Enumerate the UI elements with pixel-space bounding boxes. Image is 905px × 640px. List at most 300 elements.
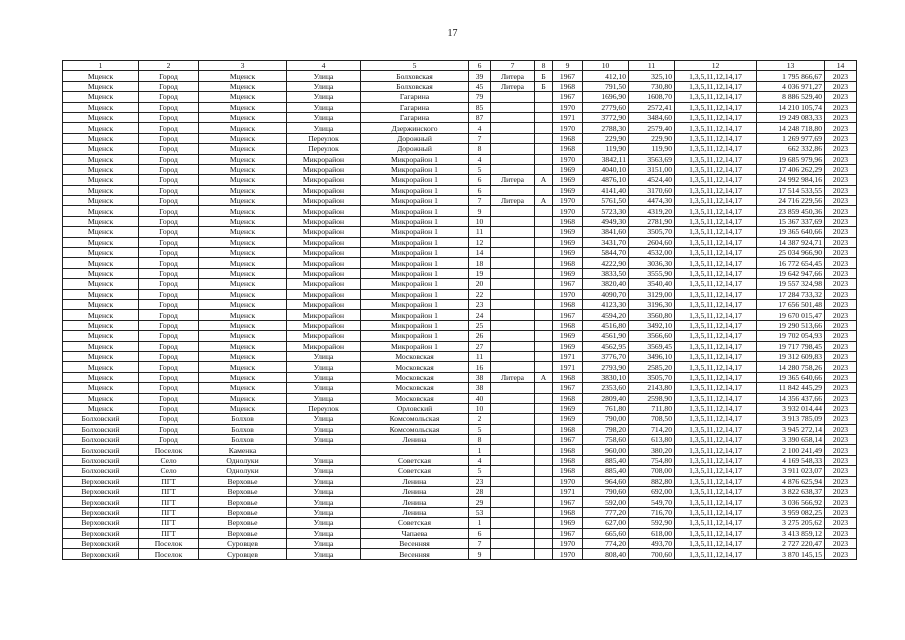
table-row <box>63 424 857 434</box>
cell-year: 1970 <box>553 102 583 112</box>
cell-letter-label <box>491 528 535 538</box>
cell-street-type: Микрорайон <box>287 258 361 268</box>
cell-settlement-type: Город <box>139 248 199 258</box>
cell-work-codes: 1,3,5,11,12,14,17 <box>675 435 757 445</box>
cell-letter-label <box>491 362 535 372</box>
cell-district: Верховский <box>63 507 139 517</box>
cell-letter <box>535 144 553 154</box>
cell-street-name: Весенняя <box>361 549 469 559</box>
cell-year: 1967 <box>553 497 583 507</box>
cell-street-type: Микрорайон <box>287 164 361 174</box>
cell-letter <box>535 102 553 112</box>
column-header: 12 <box>675 61 757 71</box>
cell-cost: 25 034 966,90 <box>757 248 825 258</box>
cell-letter-label <box>491 299 535 309</box>
cell-district: Мценск <box>63 351 139 361</box>
cell-settlement-type: Село <box>139 466 199 476</box>
cell-plan-year: 2023 <box>825 403 857 413</box>
cell-letter-label: Литера <box>491 81 535 91</box>
cell-street-name: Ленина <box>361 476 469 486</box>
cell-settlement-type: Город <box>139 164 199 174</box>
cell-street-type: Улица <box>287 414 361 424</box>
cell-house-number: 85 <box>469 102 491 112</box>
cell-street-type: Микрорайон <box>287 320 361 330</box>
cell-street-name: Болховская <box>361 81 469 91</box>
cell-work-codes: 1,3,5,11,12,14,17 <box>675 455 757 465</box>
cell-year: 1970 <box>553 538 583 548</box>
cell-cost: 4 036 971,27 <box>757 81 825 91</box>
cell-settlement: Мценск <box>199 216 287 226</box>
cell-living-area: 3566,60 <box>629 331 675 341</box>
cell-street-type: Улица <box>287 112 361 122</box>
cell-district: Мценск <box>63 362 139 372</box>
cell-total-area: 798,20 <box>583 424 629 434</box>
cell-letter-label <box>491 92 535 102</box>
cell-plan-year: 2023 <box>825 424 857 434</box>
cell-plan-year: 2023 <box>825 466 857 476</box>
cell-settlement-type: Город <box>139 237 199 247</box>
cell-letter-label <box>491 393 535 403</box>
cell-year: 1969 <box>553 185 583 195</box>
cell-settlement: Мценск <box>199 372 287 382</box>
cell-work-codes: 1,3,5,11,12,14,17 <box>675 445 757 455</box>
cell-letter <box>535 497 553 507</box>
cell-district: Болховский <box>63 445 139 455</box>
cell-total-area: 777,20 <box>583 507 629 517</box>
cell-living-area: 549,70 <box>629 497 675 507</box>
table-row <box>63 196 857 206</box>
cell-cost: 19 642 947,66 <box>757 268 825 278</box>
cell-work-codes: 1,3,5,11,12,14,17 <box>675 123 757 133</box>
cell-street-name: Дорожный <box>361 133 469 143</box>
cell-house-number: 14 <box>469 248 491 258</box>
cell-settlement: Мценск <box>199 196 287 206</box>
cell-settlement: Верховье <box>199 497 287 507</box>
cell-plan-year: 2023 <box>825 268 857 278</box>
cell-letter-label: Литера <box>491 71 535 81</box>
cell-letter <box>535 487 553 497</box>
cell-street-type: Микрорайон <box>287 196 361 206</box>
cell-letter <box>535 518 553 528</box>
cell-street-type: Улица <box>287 81 361 91</box>
cell-plan-year: 2023 <box>825 538 857 548</box>
cell-settlement: Мценск <box>199 320 287 330</box>
cell-settlement-type: Город <box>139 351 199 361</box>
cell-settlement-type: Город <box>139 299 199 309</box>
cell-total-area: 790,60 <box>583 487 629 497</box>
table-row <box>63 133 857 143</box>
cell-letter <box>535 227 553 237</box>
table-row <box>63 435 857 445</box>
cell-street-name: Ленина <box>361 435 469 445</box>
cell-cost: 14 356 437,66 <box>757 393 825 403</box>
cell-settlement: Каменка <box>199 445 287 455</box>
column-header: 4 <box>287 61 361 71</box>
table-row <box>63 331 857 341</box>
cell-district: Мценск <box>63 133 139 143</box>
cell-letter <box>535 455 553 465</box>
table-row <box>63 403 857 413</box>
cell-street-type: Микрорайон <box>287 289 361 299</box>
cell-letter <box>535 258 553 268</box>
table-row <box>63 310 857 320</box>
cell-year: 1971 <box>553 112 583 122</box>
table-row <box>63 279 857 289</box>
cell-settlement: Мценск <box>199 403 287 413</box>
cell-cost: 19 717 798,45 <box>757 341 825 351</box>
cell-cost: 19 670 015,47 <box>757 310 825 320</box>
cell-house-number: 7 <box>469 133 491 143</box>
cell-letter-label <box>491 279 535 289</box>
cell-letter-label <box>491 351 535 361</box>
cell-living-area: 2572,41 <box>629 102 675 112</box>
cell-letter-label <box>491 154 535 164</box>
cell-year: 1969 <box>553 268 583 278</box>
cell-house-number: 45 <box>469 81 491 91</box>
cell-cost: 3 870 145,15 <box>757 549 825 559</box>
cell-plan-year: 2023 <box>825 216 857 226</box>
cell-total-area: 627,00 <box>583 518 629 528</box>
cell-letter-label <box>491 310 535 320</box>
cell-work-codes: 1,3,5,11,12,14,17 <box>675 507 757 517</box>
table-row <box>63 92 857 102</box>
cell-settlement-type: Город <box>139 268 199 278</box>
column-header: 1 <box>63 61 139 71</box>
cell-settlement-type: ПГТ <box>139 507 199 517</box>
table-row <box>63 227 857 237</box>
cell-total-area: 4040,10 <box>583 164 629 174</box>
cell-cost: 3 932 014,44 <box>757 403 825 413</box>
cell-settlement-type: Город <box>139 372 199 382</box>
cell-district: Мценск <box>63 341 139 351</box>
cell-cost: 8 886 529,40 <box>757 92 825 102</box>
cell-work-codes: 1,3,5,11,12,14,17 <box>675 518 757 528</box>
cell-cost: 19 685 979,96 <box>757 154 825 164</box>
table-row <box>63 528 857 538</box>
cell-year: 1968 <box>553 320 583 330</box>
cell-street-name: Московская <box>361 351 469 361</box>
cell-street-type: Переулок <box>287 144 361 154</box>
column-header: 2 <box>139 61 199 71</box>
cell-work-codes: 1,3,5,11,12,14,17 <box>675 206 757 216</box>
cell-cost: 3 913 785,09 <box>757 414 825 424</box>
cell-district: Болховский <box>63 466 139 476</box>
cell-letter-label <box>491 112 535 122</box>
cell-work-codes: 1,3,5,11,12,14,17 <box>675 279 757 289</box>
column-header: 11 <box>629 61 675 71</box>
cell-house-number: 16 <box>469 362 491 372</box>
cell-settlement-type: Город <box>139 414 199 424</box>
cell-letter <box>535 248 553 258</box>
cell-living-area: 4524,40 <box>629 175 675 185</box>
cell-settlement-type: Город <box>139 206 199 216</box>
cell-letter-label <box>491 549 535 559</box>
cell-total-area: 4123,30 <box>583 299 629 309</box>
cell-house-number: 2 <box>469 414 491 424</box>
cell-letter-label: Литера <box>491 196 535 206</box>
cell-total-area: 808,40 <box>583 549 629 559</box>
cell-street-name: Болховская <box>361 71 469 81</box>
cell-street-name: Комсомольская <box>361 424 469 434</box>
cell-letter <box>535 414 553 424</box>
cell-plan-year: 2023 <box>825 154 857 164</box>
cell-plan-year: 2023 <box>825 487 857 497</box>
cell-settlement-type: Город <box>139 196 199 206</box>
cell-street-name: Микрорайон 1 <box>361 299 469 309</box>
table-row <box>63 341 857 351</box>
cell-house-number: 1 <box>469 445 491 455</box>
cell-total-area: 774,20 <box>583 538 629 548</box>
cell-street-type: Микрорайон <box>287 268 361 278</box>
cell-letter-label: Литера <box>491 372 535 382</box>
cell-settlement: Болхов <box>199 424 287 434</box>
cell-cost: 19 702 054,93 <box>757 331 825 341</box>
cell-settlement: Верховье <box>199 487 287 497</box>
cell-letter <box>535 237 553 247</box>
cell-letter <box>535 133 553 143</box>
cell-work-codes: 1,3,5,11,12,14,17 <box>675 528 757 538</box>
cell-total-area: 4516,80 <box>583 320 629 330</box>
cell-plan-year: 2023 <box>825 237 857 247</box>
cell-street-type: Улица <box>287 372 361 382</box>
cell-settlement: Мценск <box>199 289 287 299</box>
page-number: 17 <box>447 28 458 39</box>
table-row <box>63 445 857 455</box>
cell-letter-label <box>491 435 535 445</box>
cell-settlement: Мценск <box>199 310 287 320</box>
cell-street-type: Переулок <box>287 403 361 413</box>
cell-settlement: Мценск <box>199 383 287 393</box>
cell-total-area: 4949,30 <box>583 216 629 226</box>
cell-settlement-type: Город <box>139 227 199 237</box>
cell-year: 1970 <box>553 549 583 559</box>
cell-letter <box>535 538 553 548</box>
cell-street-name: Микрорайон 1 <box>361 175 469 185</box>
cell-living-area: 3170,60 <box>629 185 675 195</box>
column-header: 5 <box>361 61 469 71</box>
cell-settlement: Мценск <box>199 206 287 216</box>
cell-street-type <box>287 445 361 455</box>
table-row <box>63 362 857 372</box>
cell-work-codes: 1,3,5,11,12,14,17 <box>675 331 757 341</box>
cell-total-area: 4141,40 <box>583 185 629 195</box>
cell-living-area: 3569,45 <box>629 341 675 351</box>
cell-total-area: 2779,60 <box>583 102 629 112</box>
cell-plan-year: 2023 <box>825 362 857 372</box>
cell-plan-year: 2023 <box>825 393 857 403</box>
cell-street-type: Улица <box>287 549 361 559</box>
cell-house-number: 38 <box>469 372 491 382</box>
cell-plan-year: 2023 <box>825 185 857 195</box>
cell-street-name: Микрорайон 1 <box>361 206 469 216</box>
cell-settlement-type: Город <box>139 133 199 143</box>
cell-district: Верховский <box>63 538 139 548</box>
cell-work-codes: 1,3,5,11,12,14,17 <box>675 289 757 299</box>
cell-house-number: 4 <box>469 123 491 133</box>
cell-living-area: 4474,30 <box>629 196 675 206</box>
table-body <box>63 71 857 559</box>
table-row <box>63 164 857 174</box>
cell-living-area: 229,90 <box>629 133 675 143</box>
cell-settlement-type: Город <box>139 393 199 403</box>
cell-settlement: Суровцев <box>199 538 287 548</box>
cell-house-number: 18 <box>469 258 491 268</box>
cell-total-area: 5844,70 <box>583 248 629 258</box>
cell-street-name: Московская <box>361 372 469 382</box>
cell-living-area: 618,00 <box>629 528 675 538</box>
column-header: 7 <box>491 61 535 71</box>
cell-district: Мценск <box>63 123 139 133</box>
cell-letter <box>535 507 553 517</box>
cell-total-area: 2793,90 <box>583 362 629 372</box>
cell-house-number: 5 <box>469 466 491 476</box>
cell-settlement-type: Город <box>139 258 199 268</box>
cell-street-type: Микрорайон <box>287 216 361 226</box>
cell-settlement: Мценск <box>199 144 287 154</box>
cell-district: Мценск <box>63 81 139 91</box>
cell-letter <box>535 279 553 289</box>
cell-letter-label <box>491 133 535 143</box>
cell-living-area: 3563,69 <box>629 154 675 164</box>
cell-living-area: 2598,90 <box>629 393 675 403</box>
cell-plan-year: 2023 <box>825 227 857 237</box>
cell-settlement: Мценск <box>199 154 287 164</box>
column-header: 6 <box>469 61 491 71</box>
cell-work-codes: 1,3,5,11,12,14,17 <box>675 154 757 164</box>
cell-plan-year: 2023 <box>825 279 857 289</box>
cell-letter-label <box>491 237 535 247</box>
cell-street-type: Улица <box>287 538 361 548</box>
cell-district: Болховский <box>63 414 139 424</box>
cell-settlement-type: Город <box>139 320 199 330</box>
cell-letter <box>535 320 553 330</box>
cell-cost: 662 332,86 <box>757 144 825 154</box>
table-row <box>63 289 857 299</box>
cell-year: 1969 <box>553 414 583 424</box>
cell-total-area: 2788,30 <box>583 123 629 133</box>
register-table <box>62 60 857 560</box>
cell-plan-year: 2023 <box>825 175 857 185</box>
cell-house-number: 8 <box>469 144 491 154</box>
cell-house-number: 1 <box>469 518 491 528</box>
cell-district: Мценск <box>63 258 139 268</box>
cell-year: 1967 <box>553 279 583 289</box>
cell-house-number: 6 <box>469 528 491 538</box>
cell-total-area: 4876,10 <box>583 175 629 185</box>
cell-street-type: Микрорайон <box>287 331 361 341</box>
cell-letter-label <box>491 331 535 341</box>
cell-house-number: 26 <box>469 331 491 341</box>
cell-settlement: Мценск <box>199 227 287 237</box>
cell-street-type: Улица <box>287 71 361 81</box>
cell-letter-label <box>491 144 535 154</box>
cell-letter <box>535 424 553 434</box>
cell-settlement: Мценск <box>199 299 287 309</box>
cell-house-number: 4 <box>469 154 491 164</box>
cell-street-type: Улица <box>287 476 361 486</box>
cell-street-name: Микрорайон 1 <box>361 196 469 206</box>
cell-letter-label <box>491 341 535 351</box>
cell-house-number: 22 <box>469 289 491 299</box>
cell-street-type: Улица <box>287 507 361 517</box>
cell-district: Мценск <box>63 393 139 403</box>
cell-living-area: 4532,00 <box>629 248 675 258</box>
cell-work-codes: 1,3,5,11,12,14,17 <box>675 81 757 91</box>
cell-settlement: Мценск <box>199 92 287 102</box>
cell-work-codes: 1,3,5,11,12,14,17 <box>675 92 757 102</box>
cell-house-number: 9 <box>469 206 491 216</box>
cell-year: 1968 <box>553 258 583 268</box>
cell-street-name <box>361 445 469 455</box>
cell-total-area: 4562,95 <box>583 341 629 351</box>
cell-total-area: 964,60 <box>583 476 629 486</box>
cell-plan-year: 2023 <box>825 92 857 102</box>
cell-year: 1971 <box>553 487 583 497</box>
cell-living-area: 708,50 <box>629 414 675 424</box>
cell-house-number: 10 <box>469 403 491 413</box>
cell-cost: 17 284 733,32 <box>757 289 825 299</box>
cell-house-number: 39 <box>469 71 491 81</box>
cell-house-number: 11 <box>469 227 491 237</box>
cell-settlement: Верховье <box>199 528 287 538</box>
cell-street-name: Дорожный <box>361 144 469 154</box>
cell-street-name: Микрорайон 1 <box>361 185 469 195</box>
cell-letter-label <box>491 258 535 268</box>
cell-street-type: Микрорайон <box>287 299 361 309</box>
cell-cost: 14 210 105,74 <box>757 102 825 112</box>
table-row <box>63 476 857 486</box>
cell-settlement: Мценск <box>199 248 287 258</box>
cell-cost: 3 390 658,14 <box>757 435 825 445</box>
cell-street-name: Московская <box>361 362 469 372</box>
cell-letter-label <box>491 164 535 174</box>
cell-street-name: Ленина <box>361 487 469 497</box>
cell-total-area: 3833,50 <box>583 268 629 278</box>
cell-district: Мценск <box>63 248 139 258</box>
cell-plan-year: 2023 <box>825 299 857 309</box>
cell-settlement-type: Город <box>139 154 199 164</box>
cell-letter <box>535 393 553 403</box>
cell-letter <box>535 403 553 413</box>
cell-cost: 14 280 758,26 <box>757 362 825 372</box>
cell-cost: 24 992 984,16 <box>757 175 825 185</box>
cell-cost: 19 290 513,66 <box>757 320 825 330</box>
cell-year: 1969 <box>553 237 583 247</box>
table-row <box>63 112 857 122</box>
cell-year: 1968 <box>553 466 583 476</box>
cell-district: Мценск <box>63 216 139 226</box>
cell-work-codes: 1,3,5,11,12,14,17 <box>675 102 757 112</box>
cell-cost: 2 100 241,49 <box>757 445 825 455</box>
cell-letter: А <box>535 196 553 206</box>
cell-settlement: Верховье <box>199 476 287 486</box>
cell-street-name: Гагарина <box>361 102 469 112</box>
cell-year: 1967 <box>553 310 583 320</box>
cell-year: 1968 <box>553 81 583 91</box>
cell-house-number: 7 <box>469 538 491 548</box>
cell-settlement: Мценск <box>199 123 287 133</box>
cell-letter-label <box>491 518 535 528</box>
table-row <box>63 175 857 185</box>
table-row <box>63 154 857 164</box>
cell-street-name: Советская <box>361 518 469 528</box>
cell-total-area: 885,40 <box>583 455 629 465</box>
cell-street-name: Ленина <box>361 507 469 517</box>
table-row <box>63 237 857 247</box>
table-row <box>63 538 857 548</box>
column-header: 8 <box>535 61 553 71</box>
cell-letter <box>535 112 553 122</box>
